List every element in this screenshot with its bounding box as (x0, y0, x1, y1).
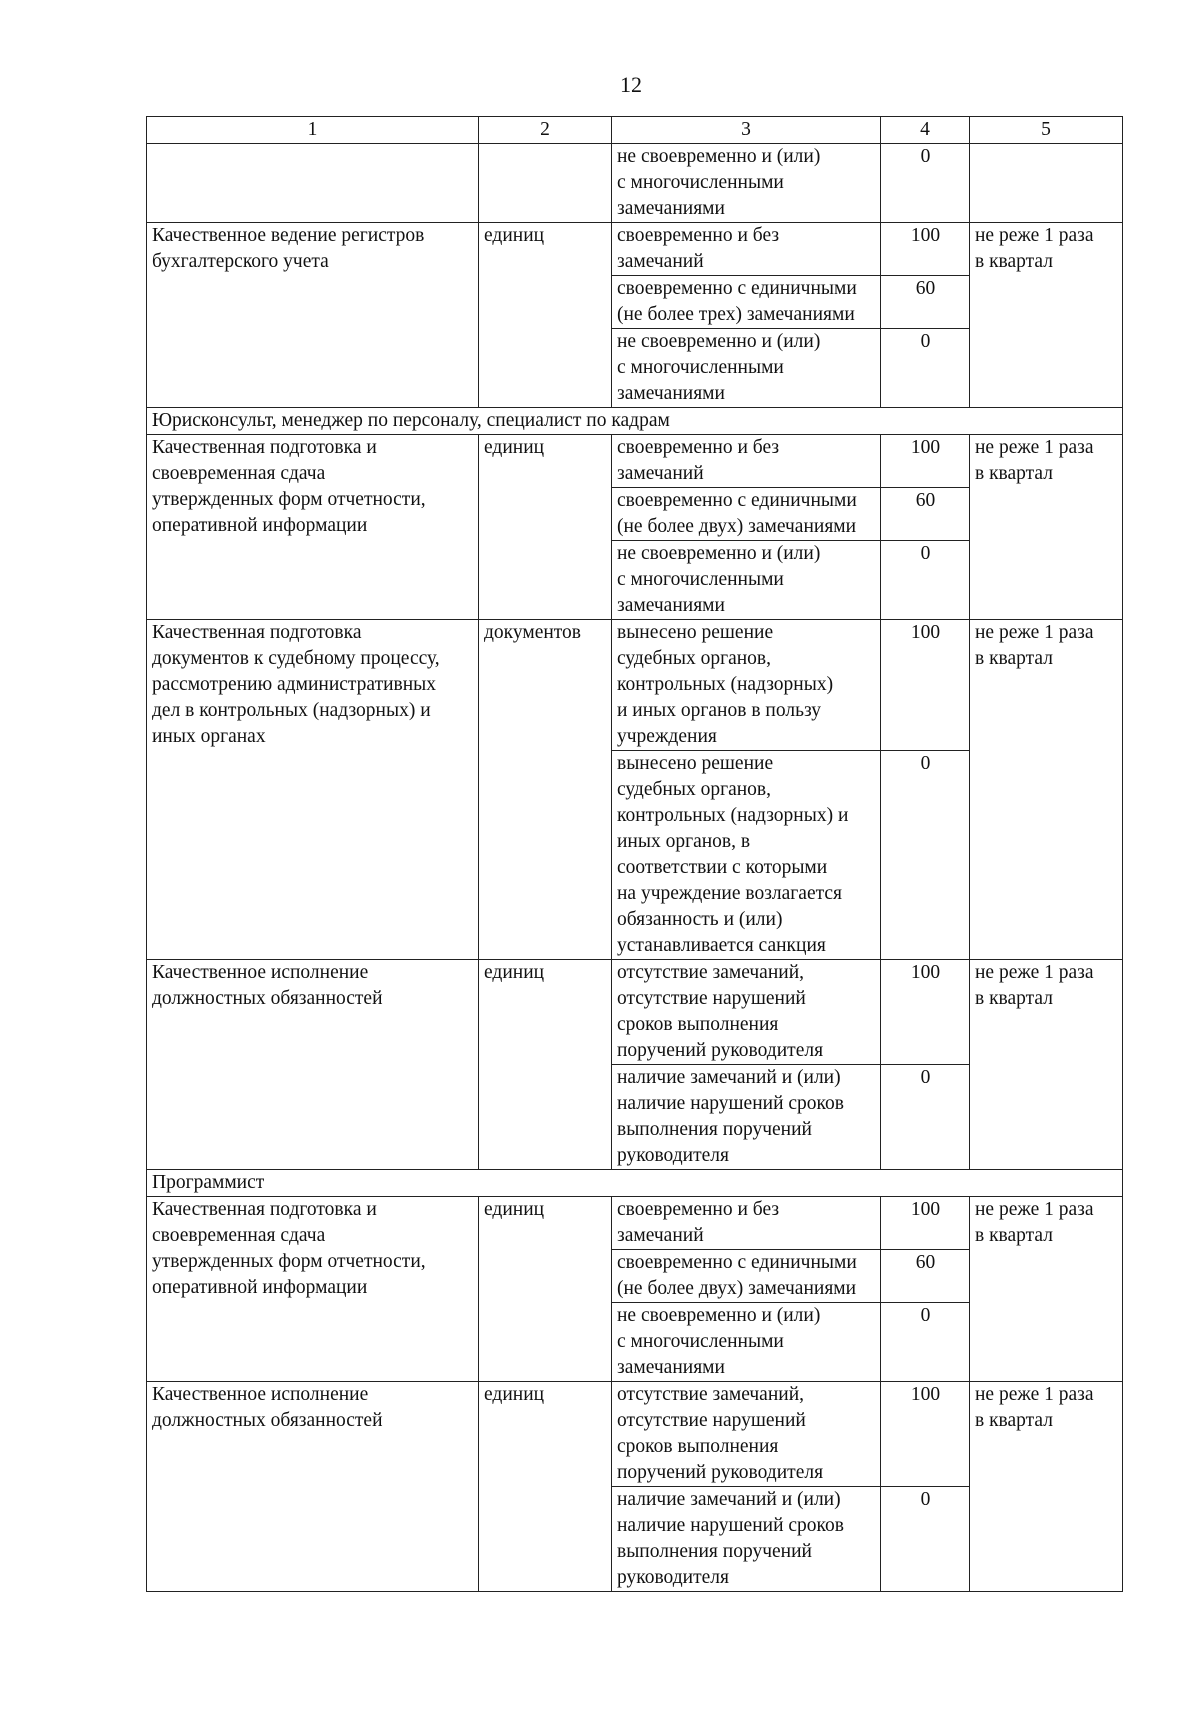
unit-cell (479, 1197, 612, 1382)
criterion-cell-text: вынесено решение судебных органов, контрольных (надзорных) и иных органов, в соответствии с которыми на учреждение возлагается обязанность и (или) устанавливается санкция (617, 753, 849, 956)
indicator-cell-text: Качественное исполнение должностных обязанностей (152, 962, 383, 1009)
score-cell (881, 620, 970, 751)
criterion-cell-text: своевременно и без замечаний (617, 225, 780, 272)
criterion-cell-text: своевременно и без замечаний (617, 1199, 780, 1246)
table-header-row (147, 117, 1123, 144)
indicator-cell-text: Качественная подготовка документов к судебному процессу, рассмотрению административных дел в контрольных (надзорных) и иных органах (152, 622, 440, 747)
periodicity-cell (970, 1197, 1123, 1382)
score-cell-text: 0 (920, 146, 931, 167)
criteria-table (146, 116, 1123, 1592)
score-cell-text: 60 (915, 278, 936, 299)
score-cell-text: 0 (920, 1489, 931, 1510)
score-cell-text: 100 (910, 437, 941, 458)
table-row (147, 1197, 1123, 1250)
criterion-cell-text: своевременно с единичными (не более двух) замечаниями (617, 490, 857, 537)
criterion-cell (612, 1487, 881, 1592)
column-header: 2 (479, 117, 612, 144)
indicator-cell (147, 960, 479, 1170)
unit-cell (479, 1382, 612, 1592)
periodicity-cell-text: не реже 1 раза в квартал (975, 622, 1094, 669)
score-cell-text: 100 (910, 622, 941, 643)
section-title (147, 1170, 1123, 1197)
score-cell-text: 60 (915, 1252, 936, 1273)
score-cell (881, 329, 970, 408)
column-header: 3 (612, 117, 881, 144)
periodicity-cell (970, 620, 1123, 960)
criterion-cell-text: своевременно с единичными (не более двух) замечаниями (617, 1252, 857, 1299)
score-cell (881, 1487, 970, 1592)
criterion-cell-text: отсутствие замечаний, отсутствие нарушений сроков выполнения поручений руководителя (617, 962, 824, 1061)
periodicity-cell-text: не реже 1 раза в квартал (975, 1199, 1094, 1246)
score-cell (881, 751, 970, 960)
periodicity-cell (970, 1382, 1123, 1592)
score-cell-text: 100 (910, 1199, 941, 1220)
indicator-cell-text: Качественное ведение регистров бухгалтерского учета (152, 225, 425, 272)
column-header: 4 (881, 117, 970, 144)
unit-cell (479, 620, 612, 960)
section-title-text: Юрисконсульт, менеджер по персоналу, специалист по кадрам (152, 410, 670, 431)
criterion-cell (612, 1382, 881, 1487)
periodicity-cell-text: не реже 1 раза в квартал (975, 1384, 1094, 1431)
unit-cell-text: документов (484, 622, 582, 643)
section-title-text: Программист (152, 1172, 265, 1193)
criterion-cell (612, 960, 881, 1065)
indicator-cell-text: Качественная подготовка и своевременная сдача утвержденных форм отчетности, оперативной информации (152, 1199, 426, 1298)
indicator-cell (147, 1197, 479, 1382)
criterion-cell (612, 1065, 881, 1170)
criterion-cell-text: своевременно и без замечаний (617, 437, 780, 484)
criterion-cell (612, 751, 881, 960)
score-cell-text: 0 (920, 1305, 931, 1326)
unit-cell (479, 223, 612, 408)
score-cell (881, 960, 970, 1065)
indicator-cell (147, 620, 479, 960)
column-header: 1 (147, 117, 479, 144)
criterion-cell-text: не своевременно и (или) с многочисленными замечаниями (617, 1305, 821, 1378)
score-cell-text: 100 (910, 225, 941, 246)
score-cell (881, 541, 970, 620)
criterion-cell-text: не своевременно и (или) с многочисленными замечаниями (617, 146, 821, 219)
unit-cell (479, 960, 612, 1170)
criterion-cell (612, 435, 881, 488)
unit-cell-text: единиц (484, 225, 545, 246)
criterion-cell (612, 329, 881, 408)
criterion-cell (612, 1303, 881, 1382)
criterion-cell-text: наличие замечаний и (или) наличие нарушений сроков выполнения поручений руководителя (617, 1489, 844, 1588)
score-cell (881, 1065, 970, 1170)
score-cell-text: 0 (920, 753, 931, 774)
unit-cell-text: единиц (484, 437, 545, 458)
indicator-cell (147, 223, 479, 408)
column-header: 5 (970, 117, 1123, 144)
score-cell (881, 488, 970, 541)
periodicity-cell (970, 435, 1123, 620)
score-cell (881, 223, 970, 276)
unit-cell (479, 144, 612, 223)
criterion-cell (612, 1250, 881, 1303)
indicator-cell (147, 1382, 479, 1592)
indicator-cell (147, 435, 479, 620)
periodicity-cell-text: не реже 1 раза в квартал (975, 225, 1094, 272)
indicator-cell-text: Качественное исполнение должностных обязанностей (152, 1384, 383, 1431)
criterion-cell-text: отсутствие замечаний, отсутствие нарушений сроков выполнения поручений руководителя (617, 1384, 824, 1483)
table-row (147, 1382, 1123, 1487)
criterion-cell (612, 276, 881, 329)
score-cell (881, 1382, 970, 1487)
score-cell-text: 100 (910, 962, 941, 983)
criterion-cell (612, 620, 881, 751)
periodicity-cell (970, 960, 1123, 1170)
table-row (147, 223, 1123, 276)
periodicity-cell (970, 223, 1123, 408)
score-cell-text: 0 (920, 1067, 931, 1088)
table-row (147, 144, 1123, 223)
score-cell (881, 435, 970, 488)
criterion-cell (612, 541, 881, 620)
section-title (147, 408, 1123, 435)
periodicity-cell (970, 144, 1123, 223)
score-cell (881, 1303, 970, 1382)
periodicity-cell-text: не реже 1 раза в квартал (975, 962, 1094, 1009)
score-cell (881, 1197, 970, 1250)
periodicity-cell-text: не реже 1 раза в квартал (975, 437, 1094, 484)
section-row (147, 408, 1123, 435)
criterion-cell-text: вынесено решение судебных органов, контрольных (надзорных) и иных органов в пользу учреждения (617, 622, 834, 747)
score-cell-text: 100 (910, 1384, 941, 1405)
unit-cell-text: единиц (484, 962, 545, 983)
score-cell (881, 276, 970, 329)
criterion-cell-text: наличие замечаний и (или) наличие нарушений сроков выполнения поручений руководителя (617, 1067, 844, 1166)
criterion-cell-text: не своевременно и (или) с многочисленными замечаниями (617, 331, 821, 404)
indicator-cell (147, 144, 479, 223)
unit-cell-text: единиц (484, 1384, 545, 1405)
score-cell-text: 0 (920, 331, 931, 352)
table-row (147, 620, 1123, 751)
criterion-cell-text: своевременно с единичными (не более трех) замечаниями (617, 278, 857, 325)
table-row (147, 435, 1123, 488)
section-row (147, 1170, 1123, 1197)
page-number: 12 (620, 72, 642, 97)
criterion-cell (612, 1197, 881, 1250)
criterion-cell (612, 488, 881, 541)
table-row (147, 960, 1123, 1065)
score-cell (881, 1250, 970, 1303)
unit-cell-text: единиц (484, 1199, 545, 1220)
score-cell-text: 60 (915, 490, 936, 511)
unit-cell (479, 435, 612, 620)
indicator-cell-text: Качественная подготовка и своевременная сдача утвержденных форм отчетности, оперативной информации (152, 437, 426, 536)
criterion-cell-text: не своевременно и (или) с многочисленными замечаниями (617, 543, 821, 616)
criterion-cell (612, 223, 881, 276)
score-cell (881, 144, 970, 223)
criterion-cell (612, 144, 881, 223)
score-cell-text: 0 (920, 543, 931, 564)
